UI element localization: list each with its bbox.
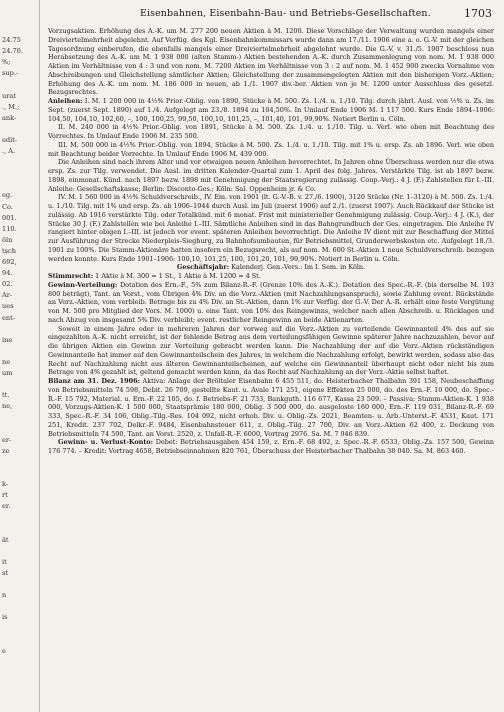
paragraph-text: Die Anleihen sind nach ihrem Alter und vor etwaigen neuen Anleihen bevorrechtet. In Jahren ohne Überschuss werden nur die etwa ersp. Zs. zur Tilg. verwendet. Die Ausl. im dritten Kalender-Quartal zum 1. April des folg. Jahres. Verstärkte Tilg. ist ab 1897 bezw. 1898, einmonat. Künd. nach 1897 bezw. 1898 mit Genehmigung der Staatsregierung zulässig. Coup.-Verj.: 4 J. (F.) Zahlstellen für I.–III. Anleihe: Gesellschaftskasse; Berlin: Disconto-Ges.; Köln: Sal. Oppenheim jr. & Co. <box>48 158 494 193</box>
section-heading: Gewinn- u. Verlust-Konto: <box>58 438 153 447</box>
paragraph-text: Debet: Betriebsausgaben 454 159, z. Ern.-F. 68 492, z. Spec.-R.-F. 6533, Oblig.-Zs. 157 500, Gewinn 176 774. – Kredit: Vortrag 4658, Betriebseinnahmen 820 761, Überschuss der Heisterbacher Thalbahn 38 040. Sa. M. 863 460. <box>48 438 494 455</box>
margin-fragment: ne <box>2 357 11 366</box>
margin-fragment: ät <box>2 535 9 544</box>
margin-fragment: ank- <box>2 113 17 122</box>
margin-fragment: it <box>2 557 7 566</box>
paragraph <box>48 263 494 272</box>
paragraph-text: 1 Aktie à M. 300 = 1 St., 1 Aktie à M. 1200 = 4 St. <box>93 272 261 280</box>
paragraph <box>48 27 494 97</box>
paragraph-text: Kalenderj. Gen.-Vers.: Im I. Sem. in Köln. <box>229 263 366 272</box>
section-heading: Geschäftsjahr: <box>176 263 230 272</box>
margin-fragment: sup.- <box>2 69 19 78</box>
margin-fragment: er. <box>2 502 11 511</box>
margin-fragment: 692, <box>2 258 17 266</box>
paragraph-text: II. M. 240 000 in 4½% Prior.-Oblig. von 1891, Stücke à M. 500. Zs. 1./4. u. 1./10. Tilg. u. Verl. wie oben mit Beachtung des Vorrechtes. In Umlauf Ende 1906 M. 235 500. <box>48 123 494 140</box>
margin-fragment: eg. <box>2 191 13 200</box>
margin-fragment: %; <box>2 58 11 67</box>
paragraph <box>48 97 494 123</box>
section-heading: Stimmrecht: <box>48 272 94 280</box>
margin-fragment: edit- <box>2 135 18 144</box>
margin-fragment: is <box>2 613 8 622</box>
page-body <box>48 27 494 709</box>
paragraph-text: I. M. 1 200 000 in 4½% Prior.-Oblig. von 1890, Stücke à M. 500. Zs. 1./4. u. 1./10. Tilg. durch jährl. Ausl. von ½% u. Zs. im Sept. (zuerst Sept. 1890) auf 1./4. Aufgelegt am 23./8. 1894 zu 104,50%. In Umlauf Ende 1906 M. 1 117 500. Kurs Ende 1894–1906: 104,50, 104,10, 102,60, –, 100, 100,25, 99,50, 100,10, 101,25, –, 101,40, 101, 99,90%. Notiert Berlin u. Cöln. <box>48 97 494 123</box>
margin-fragment: öln <box>2 235 13 244</box>
paragraph <box>48 438 494 456</box>
running-title: Eisenbahnen, Eisenbahn-Bau- und Betriebs-Gesellschaften. <box>140 8 431 19</box>
margin-fragment: 94. <box>2 269 13 278</box>
margin-fragment: Co. <box>2 202 13 211</box>
margin-fragment: urat <box>2 91 16 100</box>
margin-fragment: ues <box>2 302 14 311</box>
section-heading: Anleihen: <box>48 97 83 105</box>
paragraph <box>48 141 494 159</box>
margin-fragment: Ar- <box>2 291 13 300</box>
column-divider <box>39 0 40 712</box>
section-heading: Gewinn-Verteilung: <box>48 280 118 289</box>
margin-fragment: ., M.; <box>2 102 20 111</box>
margin-fragment: e <box>2 646 6 655</box>
section-heading: Bilanz am 31. Dez. 1906: <box>48 377 140 385</box>
paragraph <box>48 123 494 141</box>
page-header <box>50 8 492 22</box>
paragraph <box>48 325 494 378</box>
margin-fragment: rt <box>2 491 8 500</box>
page-number: 1703 <box>464 7 492 20</box>
paragraph-text: IV. M. 1 560 000 in 4½% Schuldverschreib., IV. Em. von 1901 (lt. G.-V.-B. v. 27./6. 1900), 3120 Stücke (Nr. 1–3120) à M. 500. Zs. 1./4. u. 1./10. Tilg. mit 1% und ersp. Zs. ab 1906–1944 durch Ausl. im Juli (zuerst 1906) auf 2./1. (zuerst 1907). Auch Rückkauf der Stücke ist zulässig. Ab 1916 verstärkte Tilg. oder Totalkünd. mit 6 monat. Frist mit ministerieller Genehmigung zulässig. Coup.-Verj.: 4 J. (K.), der Stücke 30 J. (F.) Zahlstellen wie bei Anleihe I.–III. Sämtliche Anleihen sind in das Bahngrundbuch der Ges. eingetragen. Die Anleihe IV rangiert hinter obigen I.–III. ist jedoch vor event. späteren Anleihen bevorrechtigt. Die Anleihe IV dient mit zur Beschaffung der Mittel zur Ausführung der Strecke Niederpleis-Siegburg, zu Bahnhofsumbauten, für Betriebsmittel, Grunderwerbskosten etc. Aufgelegt 18./3. 1901 zu 100%. Die Stamm-Aktionäre hatten insofern ein Bezugsrecht, als auf nom. M. 600 St.-Aktien 1 neue Schuldverschreib. bezogen werden konnte. Kurs Ende 1901–1906: 100,10, 101,25, 100, 101,20, 101, 99,90%. Notiert in Berlin u. Cöln. <box>48 193 494 263</box>
left-margin-fragments <box>0 0 34 712</box>
margin-fragment: um <box>2 369 13 377</box>
margin-fragment: 24.75 <box>2 36 21 44</box>
margin-fragment: n <box>2 591 7 599</box>
paragraph <box>48 158 494 193</box>
paragraph-text: Aktiva: Anlage der Bröltaler Eisenbahn 6 455 511, do. Heisterbacher Thalbahn 391 158, Neubeschaffung von Betriebsmitteln 74 598, Debit. 26 709, gestellte Kaut. u. Avale 171 251, eigene Effekten 25 000, do. des Ern.-F. 10 000, do. Spec.-R.-F. 15 792, Material. u. Ern.-F. 22 105, do. f. Betriebs-F. 21 733, Bankguth. 116 677, Kassa 23 509. – Passiva: Stamm-Aktien-K. 1 938 000, Vorzugs-Aktien-K. 1 500 000, Staatsprämie 180 000, Oblig. 3 500 000, do. ausgeloste 160 000, Ern.-F. 119 031, Bilanz-R.-F. 69 333, Spec.-R.-F. 34 106, Oblig.-Tilg.-Res. 104 092, nicht erhob. Div. u. Oblig.-Zs. 2021, Beamten- u. Arb.-Unterst.-F. 4531, Kaut. 171 251, Kredit. 237 702, Delkr.-F. 9484, Eisenbahnsteuer 611, z. Oblig.-Tilg. 27 700, Div. an Vorz.-Aktien 62 400, z. Deckung von Betriebsmitteln 74 590, Tant. an Vorst. 2520, z. Unfall-R.-F. 6000, Vortrag 2976. Sa. M. 7 946 839. <box>48 377 494 438</box>
margin-fragment: 110. <box>2 224 17 233</box>
paragraph <box>48 193 494 263</box>
margin-fragment: tt. <box>2 391 10 400</box>
margin-fragment: ine <box>2 335 13 344</box>
margin-fragment: 24.70. <box>2 47 23 56</box>
margin-fragment: ., A. <box>2 147 16 155</box>
margin-fragment: ent- <box>2 313 16 322</box>
paragraph <box>48 377 494 438</box>
paragraph-text: Vorzugsaktien. Erhöhung des A.-K. um M. 277 200 neuen Aktien à M. 1200. Diese Vorschläge der Verwaltung wurden mangels einer Dreiviertelmehrheit abgelehnt. Auf Verfüg. des Kgl. Eisenbahnkommissars wurde dann am 17./11. 1906 eine a. o. G.-V. mit der gleichen Tagesordnung einberufen, die ebenfalls mangels einer Dreiviertelmehrheit abgelehnt wurde. Die G.-V. v. 31./5. 1907 beschloss nun Herabsetzung des A.-K. um M. 1 938 000 (alten Stamm-) Aktien bestehenden A.-K. durch Zusammenlegung von nom. M. 1 938 000 Aktien im Verhältnisse von 4 : 3 und von nom. M. 7200 Aktien im Verhältnisse von 3 : 2 auf nom. M. 1 452 900 zwecks Vornahme von Abschreibungen und Gleichstellung sämtlicher Aktien; Gleichstellung der zusammengelegten Aktien mit den bisherigen Vorz.-Aktien; Erhöhung des A.-K. um nom. M. 186 000 in neuen, ab 1./1. 1907 div.-ber. Aktien von je M. 1200 unter Ausschluss des gesetzl. Bezugsrechtes. <box>48 27 494 97</box>
margin-fragment: 02. <box>2 280 13 289</box>
paragraph-text: Dotation des Ern.-F., 5% zum Bilanz-R.-F. (Grenze 10% des A.-K.). Dotation des Spec.-R.-F. (bis derselbe M. 193 800 beträgt), Tant. an Vorst., vom Übrigen 4% Div. an die Vorz.-Aktien (mit Nachzahlungsanspruch), sowie Zahlung event. Rückstände an Vorz.-Aktien, vom verbleib. Betrage bis zu 4% Div. an St.-Aktien, dann 1% zur Verfüg. der G.-V. Der A.-R. erhält eine feste Vergütung von M. 500 pro Mitglied der Vors. M. 1000) u. eine Tant. von 10% des Reingewinns, welcher nach allen Abschreib. u. Rücklagen und nach Abzug von insgesamt 5% Div. verbleibt; event. restlicher Reingewinn an beide Aktienarten. <box>48 280 494 324</box>
margin-fragment: 001. <box>2 213 17 222</box>
margin-fragment: st <box>2 568 9 577</box>
paragraph-text: Soweit in einem Jahre oder in mehreren Jahren der vorweg auf die Vorz.-Aktien zu verteilende Gewinnanteil 4% des auf sie eingezahlten A.-K. nicht erreicht, ist der fehlende Betrag aus dem verteilungsfähigen Gewinne späterer Jahre nachzuzahlen, bevor auf die übrigen Aktien ein Gewinn zur Verteilung gebracht werden kann. Die Nachzahlung der auf die Vorz.-Aktien rückständigen Gewinnanteile hat immer auf den Gewinnanteilschein des Jahres, in welchem die Nachzahlung erfolgt, bewirkt werden, sodass also das Recht auf Nachzahlung nicht aus älteren Gewinnanteilscheinen, auf welche ein Gewinnanteil überhaupt nicht oder nicht bis zum Betrage von 4% gezahlt ist, geltend gemacht werden kann, da das Recht auf Nachzahlung an der Vorz.-Aktie selbst haftet. <box>48 324 494 377</box>
margin-fragment: er- <box>2 435 12 444</box>
margin-fragment: tsch <box>2 246 16 255</box>
margin-fragment: ne, <box>2 402 13 411</box>
margin-fragment: k- <box>2 480 9 488</box>
paragraph-text: III. M. 500 000 in 4½% Prior.-Oblig. von 1894, Stücke à M. 500. Zs. 1./4. u. 1./10. Tilg. mit 1% u. ersp. Zs. ab 1896. Verl. wie oben mit Beachtung beider Vorrechte. In Umlauf Ende 1906 M. 439 000. <box>48 140 494 158</box>
paragraph <box>48 281 494 325</box>
margin-fragment: ze <box>2 446 10 455</box>
paragraph <box>48 272 494 281</box>
